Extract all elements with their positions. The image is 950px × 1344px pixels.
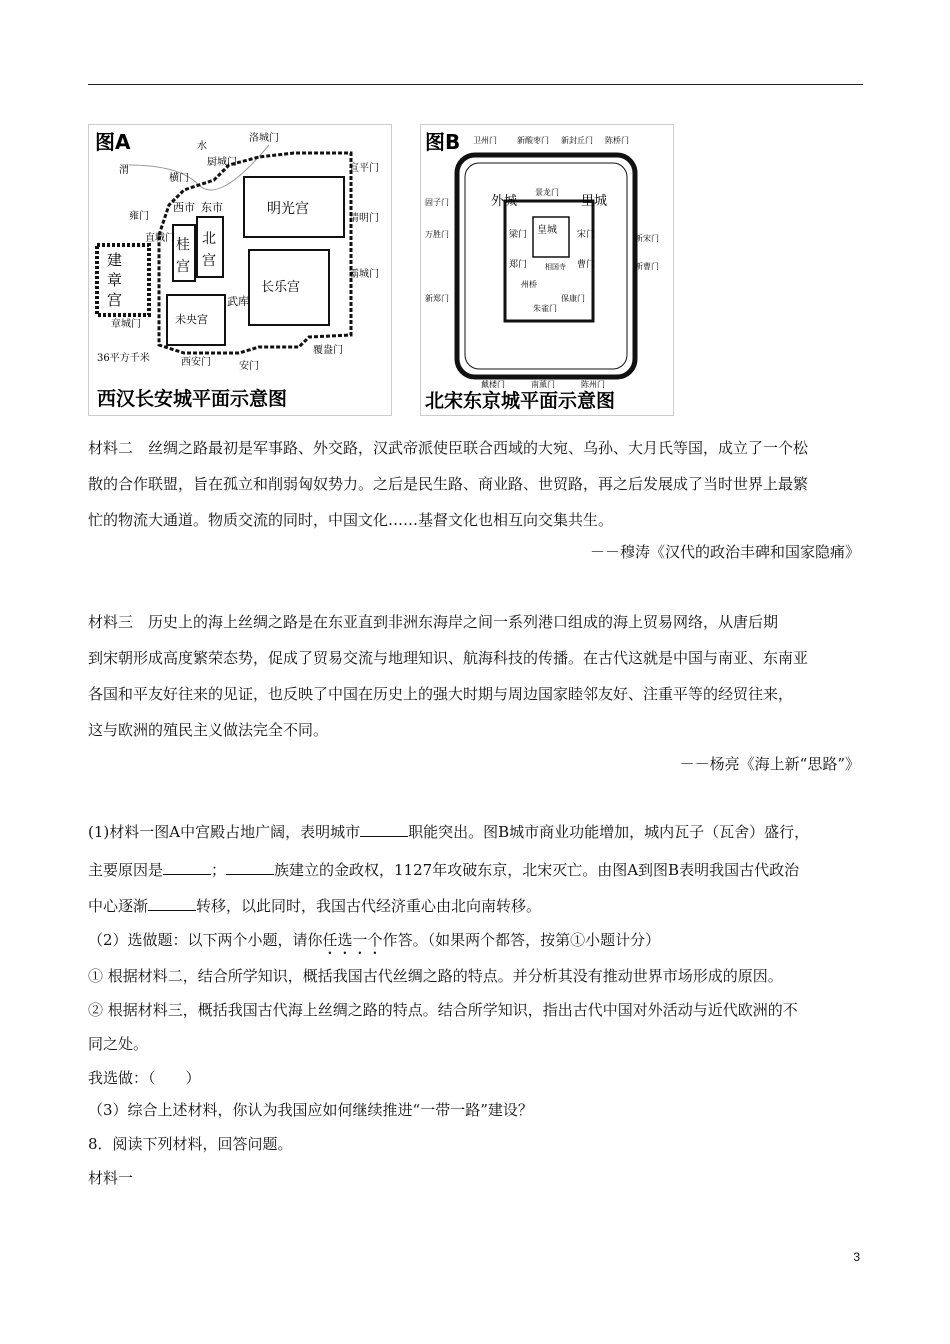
- svg-text:新宋门: 新宋门: [635, 234, 659, 243]
- material-one-label: 材料一: [88, 1169, 134, 1187]
- material-two-paragraph: 材料二 丝绸之路最初是军事路、外交路，汉武帝派使臣联合西域的大宛、乌孙、大月氏等国，成立了一个松 散的合作联盟，旨在孤立和削弱匈奴势力。之后是民生路、商业路、世贸路，再之后发展成了当时世界上最繁 忙的物流大通道。物质交流的同时，中国文化……基督文化也相互向交集共生。: [88, 439, 809, 529]
- imperial-city: [533, 217, 569, 257]
- svg-text:章城门: 章城门: [111, 319, 141, 330]
- svg-text:郑门: 郑门: [509, 260, 528, 270]
- svg-text:陈州门: 陈州门: [581, 380, 605, 389]
- question-1-line-3: 中心逐渐 转移，以此同时，我国古代经济重心由北向南转移。: [88, 897, 542, 915]
- svg-text:安门: 安门: [239, 361, 259, 372]
- palace-label-changle: 长乐宫: [261, 280, 301, 295]
- svg-text:保康门: 保康门: [561, 294, 585, 303]
- svg-text:章: 章: [107, 271, 123, 289]
- svg-text:宣平门: 宣平门: [349, 163, 379, 174]
- palace-label-mingguang: 明光宫: [267, 201, 309, 217]
- answer-blank[interactable]: [360, 822, 408, 837]
- svg-text:新酸枣门: 新酸枣门: [517, 136, 549, 145]
- svg-text:相国寺: 相国寺: [545, 263, 566, 271]
- answer-blank[interactable]: [163, 860, 211, 875]
- question-3: （3）综合上述材料，你认为我国应如何继续推进“一带一路”建设？: [88, 1101, 533, 1119]
- svg-text:景龙门: 景龙门: [535, 188, 559, 197]
- question-2-choice[interactable]: 我选做：（ ）: [88, 1069, 201, 1087]
- svg-text:陈桥门: 陈桥门: [605, 136, 629, 145]
- svg-text:洛城门: 洛城门: [249, 133, 279, 144]
- svg-text:戴楼门: 戴楼门: [481, 380, 505, 389]
- svg-text:雍门: 雍门: [129, 211, 149, 222]
- material-two-source: －－穆涛《汉代的政治丰碑和国家隐痛》: [589, 543, 860, 561]
- svg-text:宫: 宫: [202, 253, 216, 269]
- figure-a-label: 图A: [95, 130, 131, 154]
- area-label: 36平方千米: [97, 353, 150, 364]
- svg-text:新曹门: 新曹门: [635, 262, 659, 271]
- question-8: 8．阅读下列材料，回答问题。: [88, 1135, 293, 1153]
- answer-blank[interactable]: [226, 860, 274, 875]
- svg-text:外城: 外城: [491, 194, 518, 209]
- svg-text:覆盎门: 覆盎门: [313, 345, 343, 356]
- svg-text:宫: 宫: [176, 259, 190, 275]
- page-number: 3: [853, 1250, 860, 1264]
- svg-text:新封丘门: 新封丘门: [561, 136, 593, 145]
- svg-text:北: 北: [202, 231, 216, 247]
- svg-text:万胜门: 万胜门: [425, 230, 449, 239]
- answer-blank[interactable]: [148, 896, 196, 911]
- svg-text:横门: 横门: [169, 173, 189, 184]
- svg-text:清明门: 清明门: [349, 213, 379, 224]
- question-1-line-2: 主要原因是 ； 族建立的金政权，1127年攻破东京，北宋灭亡。由图A到图B表明我国古代政治: [88, 861, 800, 879]
- material-three-paragraph: 材料三 历史上的海上丝绸之路是在东亚直到非洲东海岸之间一系列港口组成的海上贸易网络，从唐后期 到宋朝形成高度繁荣态势，促成了贸易交流与地理知识、航海科技的传播。在古代这就是中国与南亚、东南亚 各国和平友好往来的见证，也反映了中国在历史上的强大时期与周边国家睦邻友好、注重平等的经贸往来， 这与欧洲的殖民主义做法完全不同。: [88, 613, 809, 739]
- figure-b-caption: 北宋东京城平面示意图: [425, 390, 616, 412]
- svg-text:卫州门: 卫州门: [473, 136, 497, 145]
- svg-text:直城门: 直城门: [145, 233, 175, 244]
- palace-label-weiyang: 未央宫: [175, 313, 208, 326]
- svg-text:固子门: 固子门: [425, 198, 449, 207]
- svg-text:州桥: 州桥: [521, 280, 537, 289]
- question-2-prompt: （2）选做题：以下两个小题，请你任选一个作答。（如果两个都答，按第①小题计分）: [88, 931, 661, 949]
- jianzhang-palace: [97, 245, 149, 315]
- svg-text:水: 水: [197, 141, 207, 152]
- market-west: 西市: [173, 201, 195, 214]
- svg-text:宫: 宫: [107, 291, 123, 309]
- svg-text:南薰门: 南薰门: [531, 380, 555, 389]
- armory-label: 武库: [227, 295, 249, 308]
- svg-text:厨城门: 厨城门: [207, 157, 237, 168]
- svg-text:宋门: 宋门: [577, 230, 596, 240]
- question-1-line-1: (1)材料一图A中宫殿占地广阔，表明城市 职能突出。图B城市商业功能增加，城内瓦子（瓦舍）盛行，: [88, 823, 810, 841]
- question-2-option-2-cont: 同之处。: [88, 1035, 149, 1053]
- figure-a-xian-changan-map: [88, 124, 392, 416]
- svg-text:朱雀门: 朱雀门: [533, 304, 557, 313]
- svg-text:曹门: 曹门: [577, 260, 596, 270]
- svg-text:皇城: 皇城: [537, 225, 557, 236]
- svg-text:新郑门: 新郑门: [425, 294, 449, 303]
- market-east: 东市: [201, 201, 223, 214]
- palace-label-jianzhang-1: 建: [107, 251, 123, 269]
- question-2-option-1: ① 根据材料二，结合所学知识，概括我国古代丝绸之路的特点。并分析其没有推动世界市场形成的原因。: [88, 967, 783, 985]
- figure-b-bianjing-map: [420, 124, 674, 416]
- svg-text:里城: 里城: [581, 194, 608, 209]
- svg-text:渭: 渭: [119, 165, 129, 176]
- material-three-source: －－杨亮《海上新“思路”》: [679, 755, 860, 773]
- figure-a-caption: 西汉长安城平面示意图: [97, 388, 288, 410]
- svg-text:梁门: 梁门: [509, 230, 528, 240]
- svg-text:桂: 桂: [176, 237, 190, 253]
- svg-text:霸城门: 霸城门: [349, 269, 379, 280]
- svg-text:西安门: 西安门: [181, 357, 211, 368]
- header-rule: [88, 84, 863, 85]
- question-2-option-2: ② 根据材料三，概括我国古代海上丝绸之路的特点。结合所学知识，指出古代中国对外活动与近代欧洲的不: [88, 1001, 798, 1019]
- figure-b-label: 图B: [425, 130, 461, 154]
